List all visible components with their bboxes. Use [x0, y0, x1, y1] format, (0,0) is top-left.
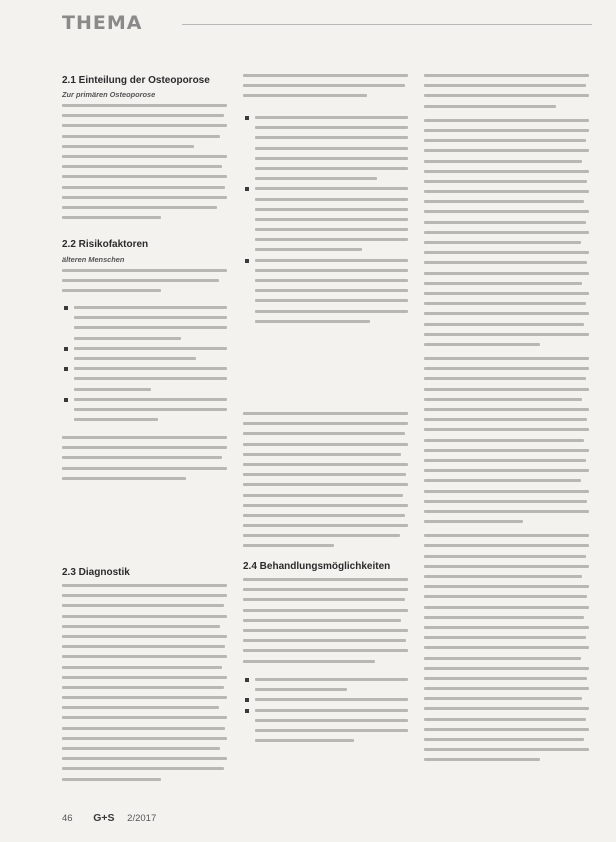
list-item: [243, 259, 408, 330]
lead-phrase: älteren Menschen: [62, 255, 125, 264]
list-item: [243, 678, 408, 698]
list-item: [62, 347, 227, 367]
paragraph-2-3b: [243, 412, 408, 555]
list-item: [243, 709, 408, 750]
paragraph-2-3-cont: [243, 74, 408, 105]
paragraph-2-2: [62, 269, 227, 300]
heading-2-2: 2.2 Risikofaktoren: [62, 239, 149, 250]
magazine-logo: G+S: [93, 812, 115, 824]
paragraph-2-4: [243, 578, 408, 670]
list-item: [62, 398, 227, 429]
list-item: [62, 306, 227, 347]
heading-2-1: 2.1 Einteilung der Osteoporose: [62, 75, 210, 86]
page-header: [62, 10, 592, 36]
list-item: [243, 116, 408, 187]
paragraph-2-3: [62, 584, 227, 788]
test-list: [243, 116, 408, 330]
treatment-list: [243, 678, 408, 749]
lead-phrase: Zur primären Osteoporose: [62, 90, 156, 99]
list-item: [243, 187, 408, 258]
issue-number: 2/2017: [127, 813, 157, 824]
page-number: 46: [62, 813, 73, 824]
list-item: [62, 367, 227, 398]
header-rule: [182, 24, 592, 25]
list-item: [243, 698, 408, 708]
paragraph-2-2b: [62, 436, 227, 487]
paragraph-2-1: [62, 104, 227, 226]
paragraph-col3: [424, 74, 589, 769]
heading-2-4: 2.4 Behandlungsmöglichkeiten: [243, 561, 391, 572]
heading-2-3: 2.3 Diagnostik: [62, 567, 130, 578]
risk-factor-list: [62, 306, 227, 428]
section-label: THEMA: [62, 12, 143, 34]
page-footer: [62, 812, 156, 824]
